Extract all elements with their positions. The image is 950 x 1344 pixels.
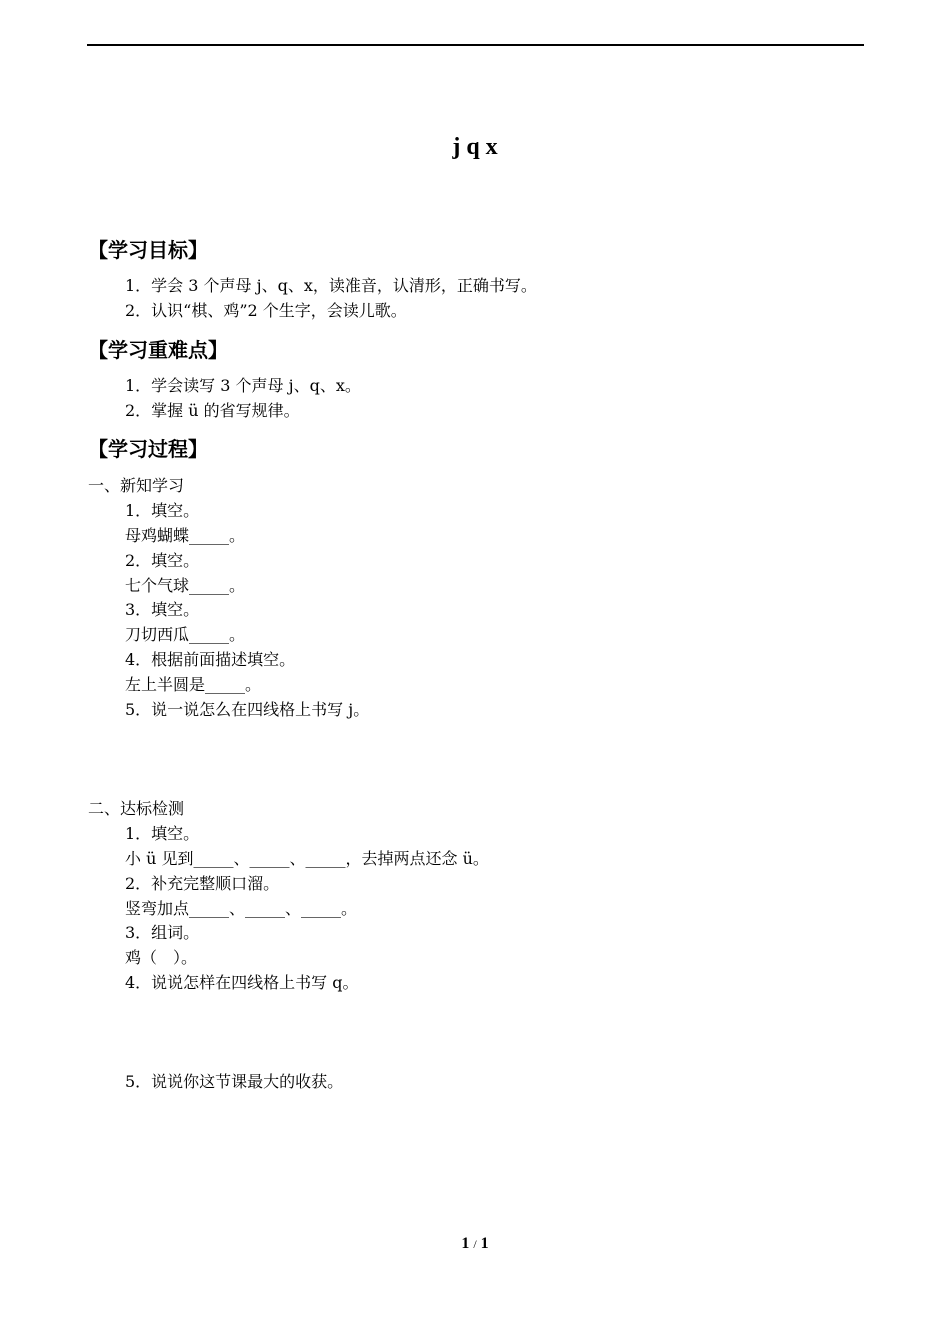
exercise-line: 1．填空。 <box>125 824 200 843</box>
key-point-item: 1．学会读写 3 个声母 j、q、x。 <box>125 376 361 395</box>
page-number <box>0 1235 950 1253</box>
goals-heading: 【学习目标】 <box>88 238 208 262</box>
part2-title: 二、达标检测 <box>88 799 185 818</box>
exercise-line: 1．填空。 <box>125 501 200 520</box>
exercise-line: 竖弯加点_____、_____、_____。 <box>125 899 358 918</box>
goal-item: 1．学会 3 个声母 j、q、x，读准音，认清形，正确书写。 <box>125 276 537 295</box>
header-rule <box>87 44 864 46</box>
process-heading: 【学习过程】 <box>88 437 208 461</box>
exercise-line: 2．补充完整顺口溜。 <box>125 874 280 893</box>
exercise-line: 3．组词。 <box>125 923 200 942</box>
exercise-line: 5．说说你这节课最大的收获。 <box>125 1072 344 1091</box>
exercise-line: 4．根据前面描述填空。 <box>125 650 296 669</box>
exercise-line: 左上半圆是_____。 <box>125 675 262 694</box>
exercise-line: 小 ü 见到_____、_____、_____，去掉两点还念 ü。 <box>125 849 489 868</box>
goal-item: 2．认识“棋、鸡”2 个生字，会读儿歌。 <box>125 301 407 320</box>
page-separator: / <box>473 1237 477 1251</box>
exercise-line: 刀切西瓜_____。 <box>125 625 246 644</box>
page-title: j q x <box>452 134 498 160</box>
exercise-line: 鸡（ ）。 <box>125 948 198 967</box>
key-points-heading: 【学习重难点】 <box>88 338 228 362</box>
key-point-item: 2．掌握 ü 的省写规律。 <box>125 401 300 420</box>
exercise-line: 2．填空。 <box>125 551 200 570</box>
page-total: 1 <box>480 1235 489 1252</box>
exercise-line: 5．说一说怎么在四线格上书写 j。 <box>125 700 370 719</box>
exercise-line: 3．填空。 <box>125 600 200 619</box>
exercise-line: 七个气球_____。 <box>125 576 246 595</box>
exercise-line: 4．说说怎样在四线格上书写 q。 <box>125 973 359 992</box>
part1-title: 一、新知学习 <box>88 476 185 495</box>
page-current: 1 <box>461 1235 470 1252</box>
exercise-line: 母鸡蝴蝶_____。 <box>125 526 246 545</box>
